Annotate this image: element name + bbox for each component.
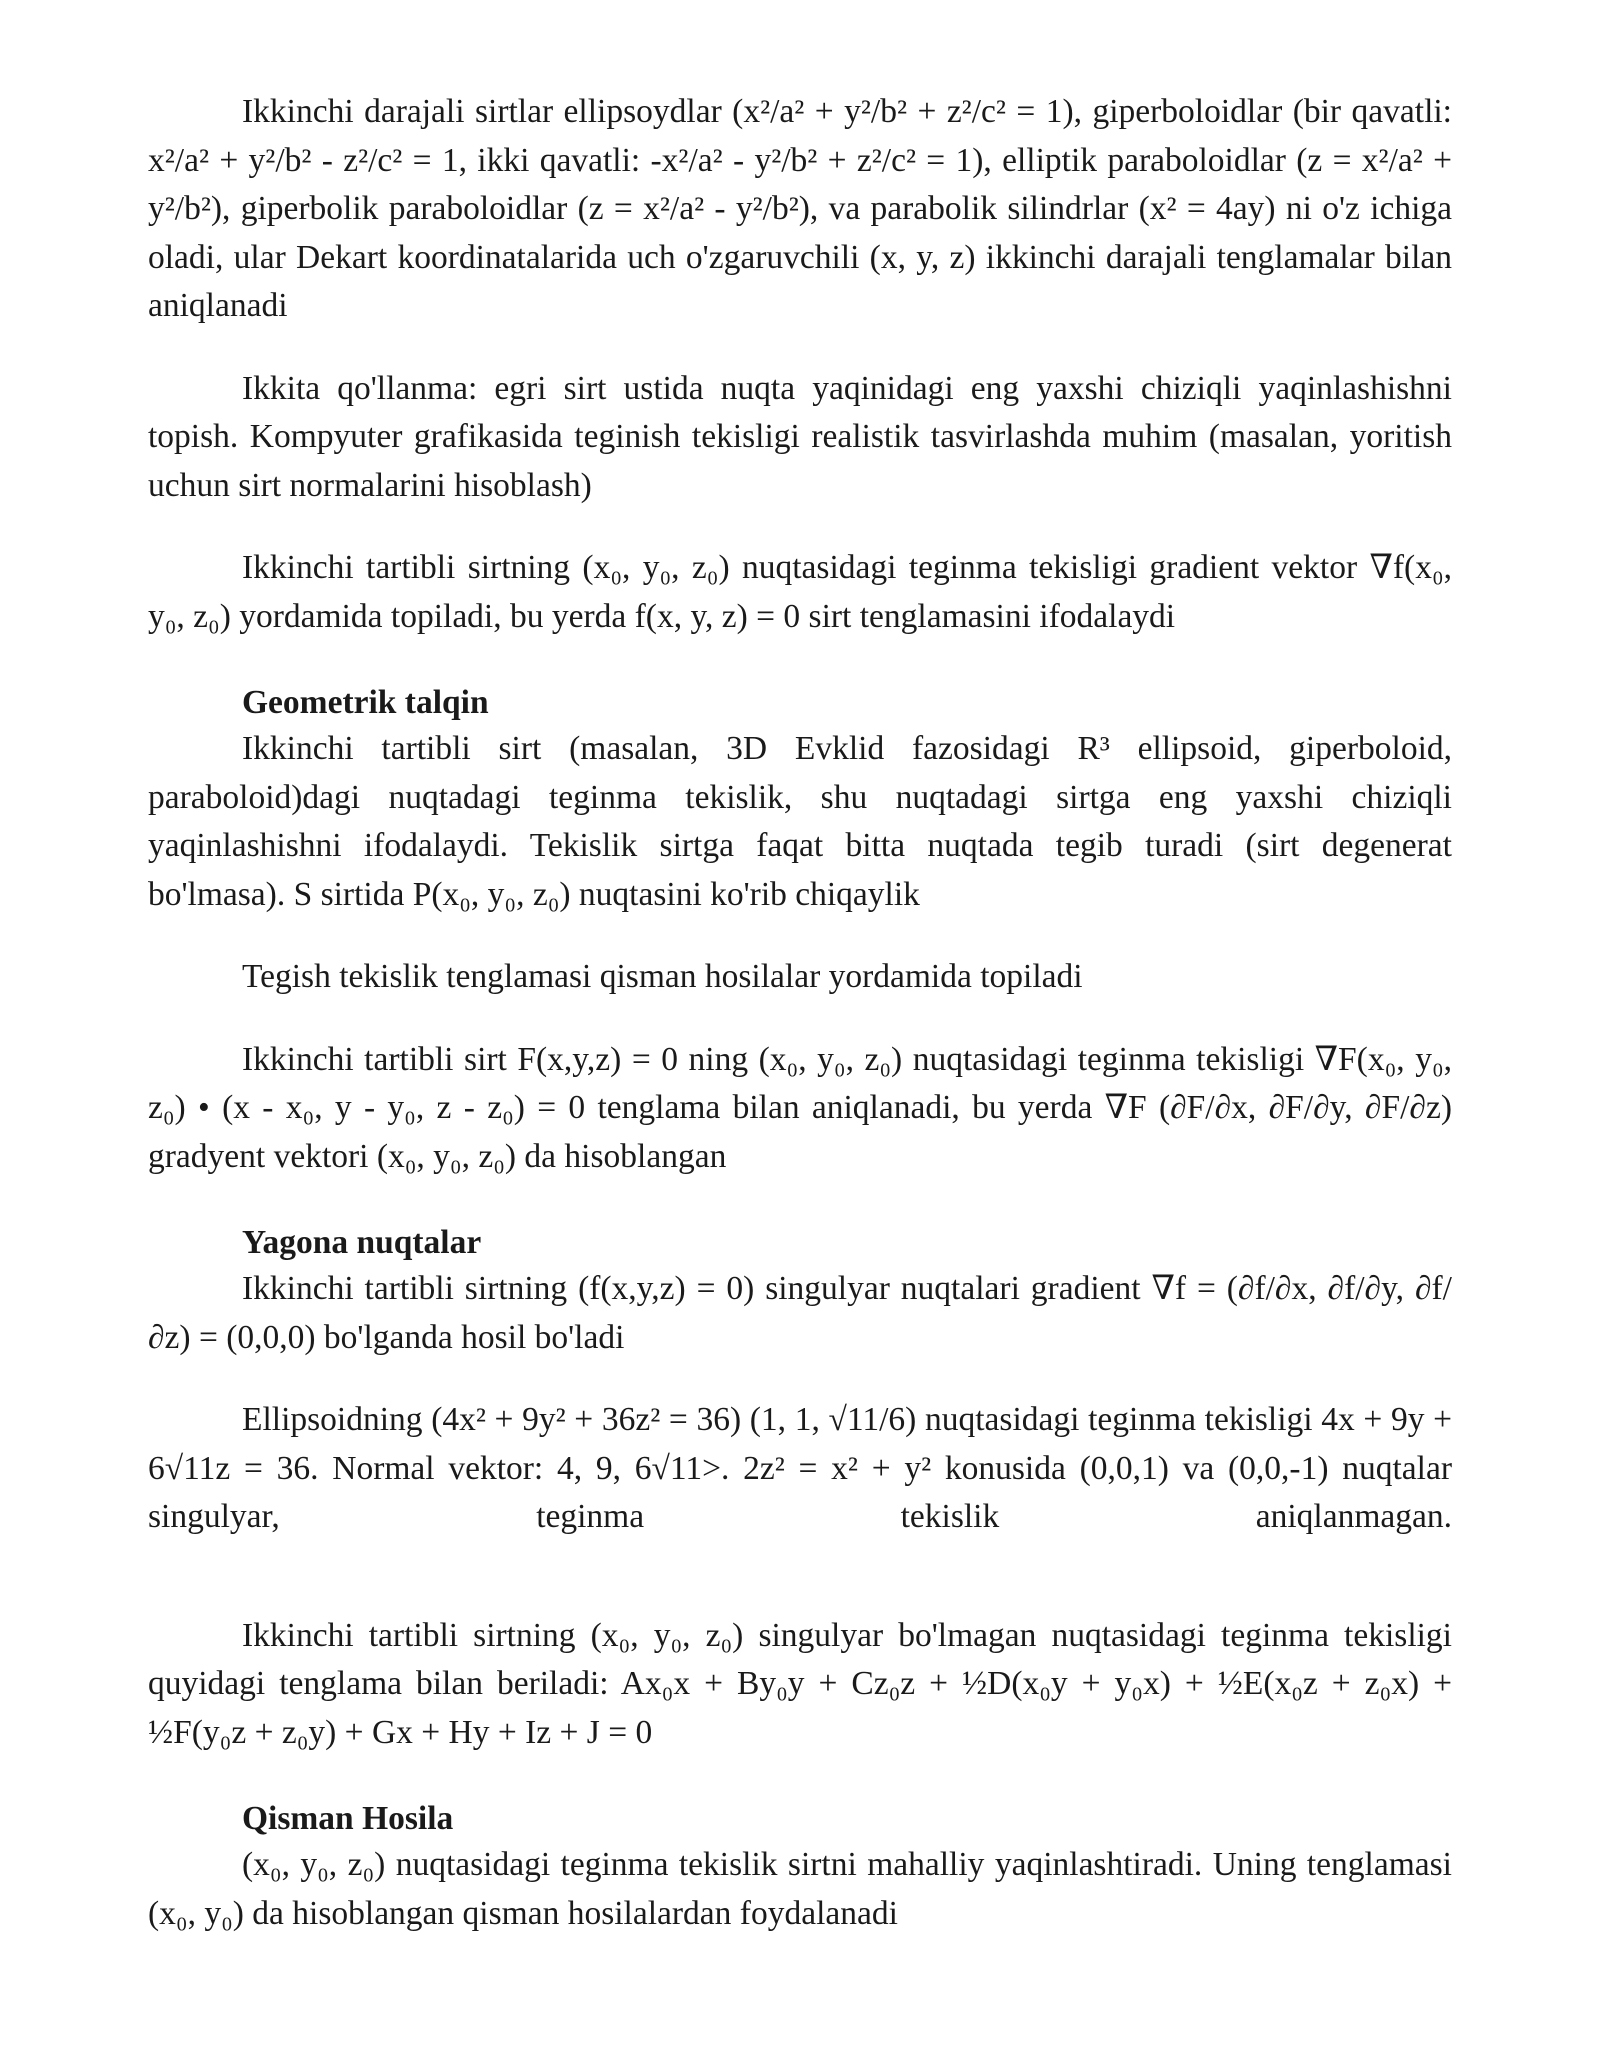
paragraph-partial-derivatives: Tegish tekislik tenglamasi qisman hosilalar yordamida topiladi xyxy=(242,958,1083,995)
paragraph-tangent-plane-gradient: Ikkinchi tartibli sirtning (x₀, y₀, z₀) nuqtasidagi teginma tekisligi gradient vektor ∇f(x₀, y₀, z₀) yordamida topiladi, bu yerda f(x, y, z) = 0 sirt tenglamasini ifodalaydi xyxy=(148,549,1452,635)
heading-geometric-interpretation: Geometrik talqin xyxy=(242,684,489,721)
heading-partial-derivative: Qisman Hosila xyxy=(242,1800,454,1837)
paragraph-singular-points: Ikkinchi tartibli sirtning (f(x,y,z) = 0) singulyar nuqtalari gradient ∇f = (∂f/∂x, ∂f/∂y, ∂f/∂z) = (0,0,0) bo'lganda hosil bo'ladi xyxy=(148,1270,1452,1356)
paragraph-applications: Ikkita qo'llanma: egri sirt ustida nuqta yaqinidagi eng yaxshi chiziqli yaqinlashishni topish. Kompyuter grafikasida teginish tekisligi realistik tasvirlashda muhim (masalan, yoritish uchun sirt normalarini hisoblash) xyxy=(148,369,1452,504)
paragraph-tangent-plane-equation: Ikkinchi tartibli sirt F(x,y,z) = 0 ning (x₀, y₀, z₀) nuqtasidagi teginma tekisligi ∇F(x₀, y₀, z₀) • (x - x₀, y - y₀, z - z₀) = 0 tenglama bilan aniqlanadi, bu yerda ∇F (∂F/∂x, ∂F/∂y, ∂F/∂z) gradyent vektori (x₀, y₀, z₀) da hisoblangan xyxy=(148,1040,1452,1175)
paragraph-quadric-surfaces: Ikkinchi darajali sirtlar ellipsoydlar (x²/a² + y²/b² + z²/c² = 1), giperboloidlar (bir qavatli: x²/a² + y²/b² - z²/c² = 1, ikki qavatli: -x²/a² - y²/b² + z²/c² = 1), elliptik paraboloidlar (z = x²/a² + y²/b²), giperbolik paraboloidlar (z = x²/a² - y²/b²), va parabolik silindrlar (x² = 4ay) ni o'z ichiga oladi, ular Dekart koordinatalarida uch o'zgaruvchili (x, y, z) ikkinchi darajali tenglamalar bilan aniqlanadi xyxy=(148,93,1452,324)
heading-singular-points: Yagona nuqtalar xyxy=(242,1224,482,1261)
paragraph-ellipsoid-example: Ellipsoidning (4x² + 9y² + 36z² = 36) (1, 1, √11/6) nuqtasidagi teginma tekisligi 4x + 9y + 6√11z = 36. Normal vektor: 4, 9, 6√11>. 2z² = x² + y² konusida (0,0,1) va (0,0,-1) nuqtalar singulyar, teginma tekislik aniqlanmagan. xyxy=(148,1401,1452,1535)
paragraph-local-approximation: (x₀, y₀, z₀) nuqtasidagi teginma tekislik sirtni mahalliy yaqinlashtiradi. Uning tenglamasi (x₀, y₀) da hisoblangan qisman hosilalardan foydalanadi xyxy=(148,1846,1452,1932)
paragraph-geometric-interpretation: Ikkinchi tartibli sirt (masalan, 3D Evklid fazosidagi R³ ellipsoid, giperboloid, paraboloid)dagi nuqtadagi teginma tekislik, shu nuqtadagi sirtga eng yaxshi chiziqli yaqinlashishni ifodalaydi. Tekislik sirtga faqat bitta nuqtada tegib turadi (sirt degenerat bo'lmasa). S sirtida P(x₀, y₀, z₀) nuqtasini ko'rib chiqaylik xyxy=(148,730,1452,913)
paragraph-nonsingular-tangent: Ikkinchi tartibli sirtning (x₀, y₀, z₀) singulyar bo'lmagan nuqtasidagi teginma tekisligi quyidagi tenglama bilan beriladi: Ax₀x + By₀y + Cz₀z + ½D(x₀y + y₀x) + ½E(x₀z + z₀x) + ½F(y₀z + z₀y) + Gx + Hy + Iz + J = 0 xyxy=(148,1616,1452,1751)
